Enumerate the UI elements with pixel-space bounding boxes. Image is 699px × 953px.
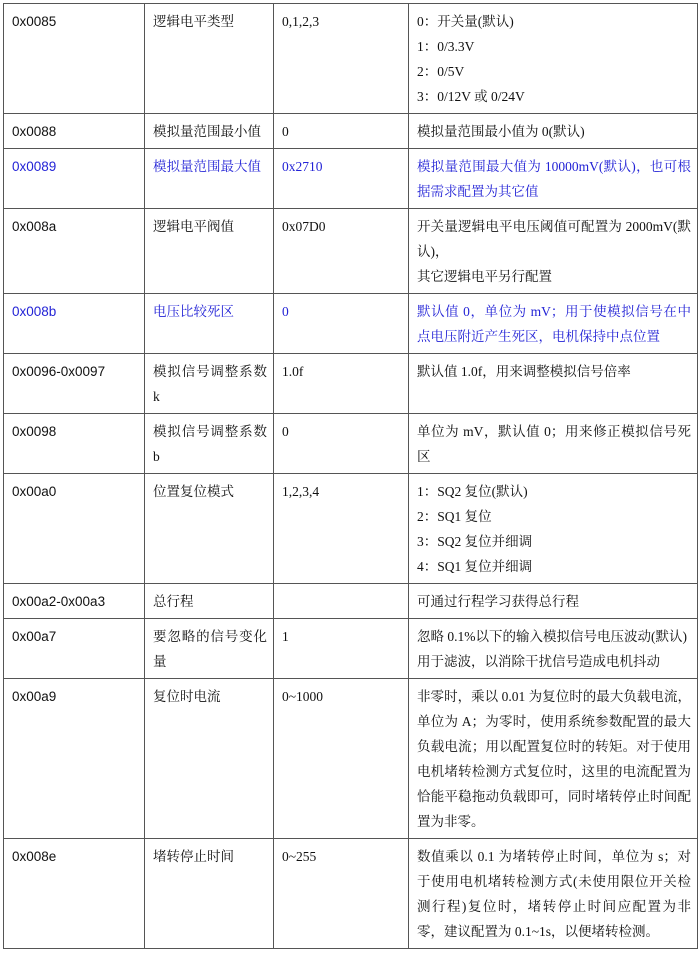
description-line: 4：SQ1 复位并细调	[417, 559, 533, 574]
register-address: 0x0088	[4, 114, 145, 149]
register-description	[409, 839, 698, 949]
register-value	[274, 584, 409, 619]
table-row	[4, 149, 698, 209]
register-description	[409, 149, 698, 209]
register-address: 0x0085	[4, 4, 145, 114]
register-name: 总行程	[145, 584, 274, 619]
register-address: 0x0098	[4, 414, 145, 474]
table-row	[4, 4, 698, 114]
register-address: 0x008e	[4, 839, 145, 949]
description-line: 模拟量范围最小值为 0(默认)	[417, 124, 585, 139]
description-line: 2：SQ1 复位	[417, 509, 492, 524]
register-value: 0	[274, 414, 409, 474]
table-row	[4, 414, 698, 474]
description-line: 2：0/5V	[417, 64, 465, 79]
table-row	[4, 354, 698, 414]
register-description	[409, 294, 698, 354]
register-address: 0x00a2-0x00a3	[4, 584, 145, 619]
register-name: 位置复位模式	[145, 474, 274, 584]
register-description	[409, 4, 698, 114]
register-value: 1	[274, 619, 409, 679]
register-address: 0x008b	[4, 294, 145, 354]
register-name: 逻辑电平阀值	[145, 209, 274, 294]
table-row	[4, 839, 698, 949]
description-line: 3：0/12V 或 0/24V	[417, 89, 525, 104]
description-line: 0：开关量(默认)	[417, 14, 514, 29]
description-line: 1：0/3.3V	[417, 39, 475, 54]
register-value: 0~255	[274, 839, 409, 949]
register-name: 复位时电流	[145, 679, 274, 839]
register-description	[409, 414, 698, 474]
register-description	[409, 679, 698, 839]
register-value: 0	[274, 114, 409, 149]
description-line: 非零时，乘以 0.01 为复位时的最大负载电流，单位为 A；为零时，使用系统参数配置的最大负载电流；用以配置复位时的转矩。对于使用电机堵转检测方式复位时，这里的电流配置为恰能平稳拖动负载即可，同时堵转停止时间配置为非零。	[417, 689, 691, 829]
register-description	[409, 209, 698, 294]
description-line: 默认值 1.0f，用来调整模拟信号倍率	[417, 364, 631, 379]
register-address: 0x0096-0x0097	[4, 354, 145, 414]
description-line: 其它逻辑电平另行配置	[417, 269, 552, 284]
description-line: 3：SQ2 复位并细调	[417, 534, 533, 549]
table-row	[4, 114, 698, 149]
register-value: 0~1000	[274, 679, 409, 839]
register-description	[409, 584, 698, 619]
register-name: 模拟量范围最大值	[145, 149, 274, 209]
register-name: 模拟信号调整系数 k	[145, 354, 274, 414]
register-description	[409, 354, 698, 414]
description-line: 开关量逻辑电平电压阈值可配置为 2000mV(默认)，	[417, 219, 691, 259]
register-value: 1,2,3,4	[274, 474, 409, 584]
register-description	[409, 474, 698, 584]
register-value: 0,1,2,3	[274, 4, 409, 114]
register-name: 要忽略的信号变化量	[145, 619, 274, 679]
description-line: 单位为 mV，默认值 0；用来修正模拟信号死区	[417, 424, 691, 464]
register-name: 电压比较死区	[145, 294, 274, 354]
table-row	[4, 679, 698, 839]
register-address: 0x00a0	[4, 474, 145, 584]
register-name: 逻辑电平类型	[145, 4, 274, 114]
register-name: 堵转停止时间	[145, 839, 274, 949]
register-description	[409, 114, 698, 149]
register-value: 1.0f	[274, 354, 409, 414]
table-row	[4, 294, 698, 354]
description-line: 用于滤波，以消除干扰信号造成电机抖动	[417, 654, 660, 669]
table-row	[4, 209, 698, 294]
register-address: 0x00a9	[4, 679, 145, 839]
register-table	[3, 3, 698, 949]
table-row	[4, 619, 698, 679]
table-row	[4, 584, 698, 619]
register-value: 0	[274, 294, 409, 354]
register-name: 模拟量范围最小值	[145, 114, 274, 149]
table-row	[4, 474, 698, 584]
description-line: 数值乘以 0.1 为堵转停止时间，单位为 s；对于使用电机堵转检测方式(未使用限位开关检测行程)复位时，堵转停止时间应配置为非零，建议配置为 0.1~1s，以便堵转检测。	[417, 849, 691, 939]
register-address: 0x0089	[4, 149, 145, 209]
register-description	[409, 619, 698, 679]
register-address: 0x008a	[4, 209, 145, 294]
description-line: 可通过行程学习获得总行程	[417, 594, 579, 609]
register-address: 0x00a7	[4, 619, 145, 679]
description-line: 忽略 0.1%以下的输入模拟信号电压波动(默认)	[417, 629, 687, 644]
register-value: 0x07D0	[274, 209, 409, 294]
description-line: 模拟量范围最大值为 10000mV(默认)，也可根据需求配置为其它值	[417, 159, 691, 199]
register-name: 模拟信号调整系数 b	[145, 414, 274, 474]
description-line: 默认值 0，单位为 mV；用于使模拟信号在中点电压附近产生死区，电机保持中点位置	[417, 304, 691, 344]
description-line: 1：SQ2 复位(默认)	[417, 484, 528, 499]
register-value: 0x2710	[274, 149, 409, 209]
